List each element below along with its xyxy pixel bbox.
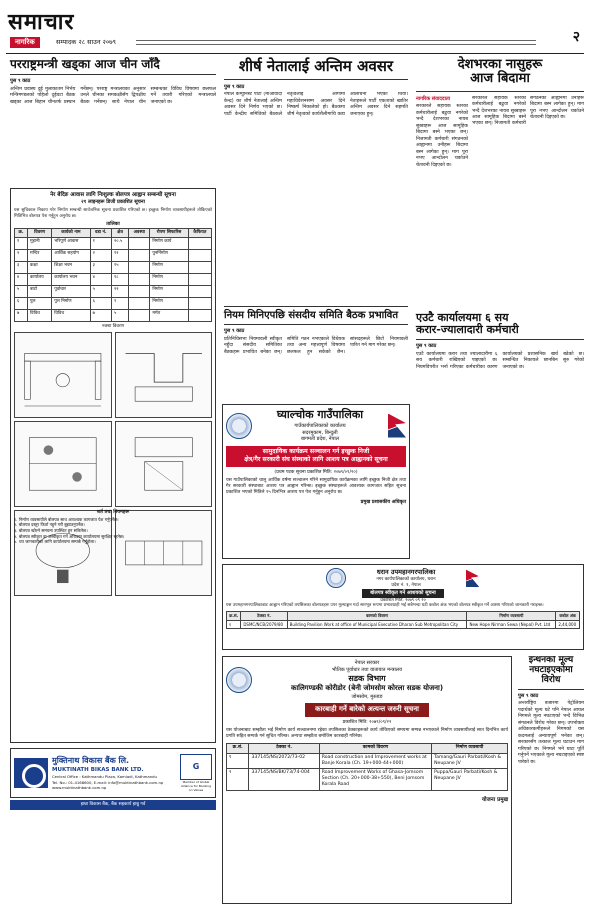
bid-notice: [10, 188, 216, 743]
th: क्षेत्र: [112, 229, 129, 238]
table-row: [227, 620, 580, 628]
cell: [188, 310, 211, 322]
cell: शिक्षा भवन: [52, 262, 90, 274]
story-body: नेपाल कम्युनिस्ट पार्टी (माओवादी केन्द्र) का शीर्ष नेतालाई अन्तिम अवसर दिने निर्णय भएको छ। पार्टी केन्द्रीय समितिको बैठकले नेतृत्वलाई आगामी महाधिवेशनसम्म अवसर दिने निष्कर्ष निकालेको हो। बैठकमा शीर्ष नेतृत्वको कार्यशैलीमाथि कडा आलोचना भएको थियो। नेताहरूले पार्टी एकताको खातिर अन्तिम अवसर दिने सहमति जनाएका हुन्।: [224, 92, 408, 117]
banner-line1: सामुदायिक कार्यक्रम सञ्चालन गर्न इच्छुक निजी: [262, 448, 370, 456]
story-foreign-minister: [10, 58, 216, 183]
cell: Puppa/Gauri Parbati/Kosh & Neupane JV: [432, 769, 508, 791]
cell: २: [15, 250, 28, 262]
th: ठेक्का नं.: [249, 744, 319, 753]
th: क्र.: [15, 229, 28, 238]
nepal-flag-icon: [466, 569, 480, 587]
th: ठेक्का नं.: [241, 612, 287, 620]
story-contract-staff: [416, 312, 584, 472]
footnote-title: शर्त तथा नियमहरू: [96, 510, 130, 516]
th: वडा नं.: [90, 229, 111, 238]
table-row: [227, 753, 508, 768]
notice-project: कालिगण्डकी कोरीडोर (बेनी जोमसोम कोरला सडक योजना): [290, 684, 444, 693]
headline-line2: नघटाइएकोमा: [529, 664, 573, 675]
notice-sub2: सदरमुकाम, बिन्दुली: [302, 429, 338, 436]
cell: १५: [112, 262, 129, 274]
cell: पुल: [28, 298, 52, 310]
headline: परराष्ट्रमन्त्री खड्का आज चीन जाँदै: [10, 58, 216, 75]
cell: बाटो: [28, 286, 52, 298]
dharan-table: [226, 611, 580, 629]
cell: २०.५: [112, 238, 129, 250]
cell: 337145/NS/BK/73/74-004: [249, 769, 319, 791]
cell: [129, 262, 150, 274]
headline: शीर्ष नेतालाई अन्तिम अवसर: [224, 58, 408, 80]
cell: १: [227, 620, 241, 628]
cell: [129, 238, 150, 250]
story-nasu-leave: [416, 58, 584, 308]
bank-office: Central Office : Kathmandu Plaza, Kamladi, Kathmandu: [52, 774, 157, 780]
footnote-item: १. निर्माण व्यवसायीले बोलपत्र साथ आवश्यक कागजात पेश गर्नुपर्नेछ।: [14, 516, 119, 522]
th: कार्यको नाम: [52, 229, 90, 238]
cell: १२: [112, 250, 129, 262]
gov-seal-icon: [226, 413, 252, 439]
site-diagram-1: [14, 332, 112, 418]
cell: कार्यालय भवन: [52, 274, 90, 286]
footnote-item: २. बोलपत्र दस्तुर फिर्ता नहुने गरी बुझाउनुपर्नेछ।: [14, 522, 85, 528]
story-body: अन्तिम प्रवास्य दुई मुलाकातम निर्भय मन्त्रिमण्डलको पहिलो दुईवटा बैठक खड्का आज बिहान चीनतर्फ प्रस्थान गर्नेछन्। परराष्ट्र मन्त्रालयका अनुसार उनले चीनका समकक्षीसँग द्विपक्षीय बैठक गर्नेछन्। साथै नेपाल चीन सम्बन्धका विविध विषयमा छलफल गर्ने तयारी गरिएको मन्त्रालयले जनाएको छ।: [10, 86, 216, 105]
story-dateline: पुस ९ काठ: [224, 328, 245, 334]
cell: पूर्वाधार: [52, 286, 90, 298]
bank-ad: [10, 748, 216, 798]
cell: Tamang/Gauri Parbati/Kosh & Neupane JV: [432, 753, 508, 768]
bank-name-en: MUKTINATH BIKAS BANK LTD.: [52, 767, 144, 773]
th: निर्माण व्यवसायी: [432, 744, 508, 753]
cell: कक्षा: [28, 262, 52, 274]
story-dateline: पुस ९ काठ: [10, 78, 31, 85]
cell: DSMC/NCB/2079/80: [241, 620, 287, 628]
bank-member: Member of Global Alliance for Banking on Values: [181, 779, 211, 793]
headline-line1: इन्धनको मूल्य: [528, 656, 574, 665]
notice-title: घ्याल्चोक गाउँपालिका: [276, 408, 364, 421]
ghyalchok-notice: [222, 404, 410, 559]
byline: नागरिक संवाददाता: [416, 95, 451, 102]
story-top-leaders: [224, 58, 408, 298]
notice-sub3: बागमती प्रदेश, नेपाल: [300, 436, 340, 443]
brand-logo: समाचार: [8, 9, 75, 35]
cell: विविध: [28, 310, 52, 322]
notice-body: यस योजनाबाट सम्झौता भई निर्माण कार्य सञ्चालनमा रहेका तपसिलका ठेक्काहरूको कार्य तोकिएको समयमा सम्पन्न नभएकाले निर्माण व्यवसायीलाई सात दिनभित्र कार्य प्रगति सहित सम्पर्क गर्न सूचित गरिन्छ। अन्यथा सम्झौता बमोजिम कारबाही गरिनेछ।: [226, 728, 508, 740]
cell: कार्यालय: [28, 274, 52, 286]
gov-seal-icon: [226, 667, 252, 693]
table-row: [15, 274, 212, 286]
cell: निर्माण: [150, 286, 188, 298]
cell: [188, 238, 211, 250]
cell: Road construction and Improvement works at Banje Korala (Ch. 19+000-44+000): [319, 753, 431, 768]
story-body: अन्तर्राष्ट्रिय बजारमा पेट्रोलियम पदार्थको मूल्य घटे पनि नेपाल आयल निगमले मूल्य नघटाएको भन्दै विभिन्न संगठनले विरोध गरेका छन्। उपभोक्ता अधिकारकर्मीहरूले निगमको यस कदमलाई अन्यायपूर्ण भनेका छन्। सरकारसँग तत्काल मूल्य घटाउन माग गरिएको छ। निगमले भने घाटा पूर्ति गर्नुपर्ने भएकाले मूल्य नघटाइएको स्पष्ट पारेको छ।: [518, 701, 584, 765]
bank-contact: Tel. No.: 01-4168600, E-mail: info@muktinathbank.com.np: [52, 779, 164, 785]
site-diagram-4: [115, 421, 213, 507]
notice-banner: कारबाही गर्ने बारेको अत्यन्त जरुरी सूचना: [305, 703, 429, 716]
th: क्र.सं.: [227, 612, 241, 620]
headline-line1: एउटै कार्यालयमा ६ सय: [416, 311, 509, 324]
th: क्र.सं.: [227, 744, 249, 753]
bank-web: www.muktinathbank.com.np: [52, 784, 107, 790]
notice-body: यस उपमहानगरपालिकाबाट आह्वान गरिएको तपसिलका बोलपत्रहरू उपर मूल्याङ्कन गर्दा सारभूत रूपमा प्रभावग्राही भई सबैभन्दा घटी कबोल अंक भएको बोलपत्र स्वीकृत गर्ने आशय गरिएको जानकारी गराइन्छ।: [226, 603, 544, 609]
gov-seal-icon: [326, 568, 346, 588]
story-parliament: [224, 306, 408, 401]
road-notice: [222, 656, 512, 904]
cell: २२: [112, 286, 129, 298]
notice-intro: यस सुचिकाल निकाय गरेर निर्माण सम्बन्धी सार्वजनिक सूचना प्रकाशित गरिएको छ। इच्छुक निर्माण व्यवसायीहरूले तोकिएको मितिभित्र बोलपत्र पेश गर्नुहुन अनुरोध छ।: [14, 208, 212, 219]
cell: १: [227, 753, 249, 768]
notice-title: धरान उपमहानगरपालिका: [376, 568, 436, 576]
story-dateline: पुस ९ काठ: [224, 83, 245, 90]
th: अवस्था: [129, 229, 150, 238]
masthead-rule: [136, 40, 536, 45]
notice-subtitle: २१ लाइनहरू डिजी प्रकाशित सूचना: [81, 199, 145, 206]
cell: १८: [112, 274, 129, 286]
cell: ७: [15, 310, 28, 322]
bank-logo-icon: [14, 758, 48, 788]
th: निर्माण व्यवसायी: [467, 612, 556, 620]
cell: ६: [90, 298, 111, 310]
cell: ४: [90, 274, 111, 286]
th: रोपण सिफारिस: [150, 229, 188, 238]
cell: ३: [90, 262, 111, 274]
headline-line2: करार-ज्यालादारी कर्मचारी: [416, 324, 584, 340]
figure-caption: नक्शा विवरण: [101, 324, 125, 330]
table-row: [15, 286, 212, 298]
cell: पुल निर्माण: [52, 298, 90, 310]
gabv-logo-icon: G: [180, 754, 212, 780]
cell: [129, 286, 150, 298]
cell: १: [90, 238, 111, 250]
cell: Building Pavilion Work at office of Municipal Executive Dharan Sub Metropolitan City: [287, 620, 467, 628]
footnote-item: ३. बोलपत्र खोल्ने समयमा उपस्थित हुन सकिनेछ।: [14, 528, 88, 534]
cell: [129, 298, 150, 310]
cell: २: [90, 250, 111, 262]
story-dateline: पुस ९ काठ: [518, 692, 539, 699]
notice-body: यस गाउँपालिकाको चालु आर्थिक वर्षमा सञ्चालन गरिने सामुदायिक कार्यक्रमका लागि इच्छुक निजी क्षेत्र तथा गैर सरकारी संस्थाबाट आशय पत्र आह्वान गरिन्छ। इच्छुक संस्थाहरूले आवश्यक कागजात सहित सूचना प्रकाशित भएको मितिले १५ दिनभित्र आशय पत्र पेश गर्नुहुन अनुरोध छ।: [226, 478, 406, 496]
table-row: [15, 238, 212, 250]
headline: नियम मिनिएपछि संसदीय समिति बैठक प्रभावित: [224, 306, 408, 325]
table-row: [15, 262, 212, 274]
cell: [188, 298, 211, 310]
notice-title: नेर बेदिङ आवास लागि निःशुल्क बोलपत्र आह्वान सम्बन्धी सूचना: [50, 192, 176, 198]
story-fuel-price: [518, 656, 584, 904]
nepal-flag-icon: [388, 414, 406, 438]
cell: 2,44,000: [556, 620, 580, 628]
banner-line2: क्षेत्र/गैर सरकारी संघ संस्थाको लागि आशय पत्र आह्वानको सूचना: [244, 456, 388, 464]
notice-date: प्रकाशित मिति: २०७९/०९/२२: [342, 719, 392, 725]
cell: निर्माण: [150, 262, 188, 274]
notice-date: (प्रथम पटक सूचना प्रकाशित मिति: २०७९/०९/२०): [274, 469, 358, 475]
cell: २: [227, 769, 249, 791]
dateline: सम्पादक २८ साउन २०७९: [56, 38, 117, 46]
cell: [188, 250, 211, 262]
notice-sub1: गाउँकार्यपालिकाको कार्यालय: [294, 422, 346, 429]
notice-sign: प्रमुख प्रशासकीय अधिकृत: [360, 499, 406, 505]
table-row: [15, 250, 212, 262]
cell: भरिपूर्ण आवास: [52, 238, 90, 250]
bank-tagline: हाम्रा विकास बैंक, बैंक सहकार्य हाम्रु गर्व: [10, 800, 216, 810]
cell: पुनर्निर्माण: [150, 250, 188, 262]
cell: ६: [15, 298, 28, 310]
notice-sign: योजना प्रमुख: [481, 796, 508, 803]
cell: [129, 250, 150, 262]
cell: मर्मत: [150, 310, 188, 322]
story-body: प्रतिनिधिसभा नियमावली स्वीकृत नहुँदा संसदीय समितिका बैठकहरू प्रभावित बनेका छन्। समिति गठन नभएकाले विधेयक तथा अन्य महत्त्वपूर्ण विषयमा छलफल हुन सकेको छैन। सांसदहरूले छिटो नियमावली पारित गर्न माग गरेका छन्।: [224, 336, 408, 355]
cell: विविध: [52, 310, 90, 322]
cell: [188, 274, 211, 286]
th: कामको विवरण: [287, 612, 467, 620]
section-badge: नागरिक: [10, 37, 40, 48]
table-row: [227, 769, 508, 791]
cell: [188, 286, 211, 298]
story-dateline: पुस ९ काठ: [416, 343, 437, 350]
notice-table-body: [15, 238, 212, 322]
notice-banner: बोलपत्र स्वीकृत गर्ने आशयको सूचना: [362, 589, 444, 598]
road-table: [226, 743, 508, 790]
headline-line3: विरोध: [518, 676, 584, 690]
th: कबोल अंक: [556, 612, 580, 620]
cell: [188, 262, 211, 274]
th: कामको विवरण: [319, 744, 431, 753]
cell: ९: [112, 298, 129, 310]
cell: Road Improvement Works of Ghasa-Jomsom Section (Ch. 20+000-38+550), Beni Jomsom Korala Road: [319, 769, 431, 791]
masthead: [6, 6, 584, 54]
cell: ५: [90, 286, 111, 298]
cell: [129, 274, 150, 286]
notice-ministry: भौतिक पूर्वाधार तथा यातायात मन्त्रालय: [331, 666, 403, 673]
cell: निर्माण: [150, 274, 188, 286]
cell: ७: [90, 310, 111, 322]
headline-line1: देशभरका नासुहरू: [457, 57, 543, 72]
table-row: [15, 310, 212, 322]
site-diagram-3: [14, 421, 112, 507]
cell: New Hope Nirman Sewa (Nepal) Pvt. Ltd: [467, 620, 556, 628]
cell: निर्माण: [150, 298, 188, 310]
cell: ५: [112, 310, 129, 322]
cell: निर्माण कार्य: [150, 238, 188, 250]
notice-sub2: प्रदेश नं. १, नेपाल: [391, 582, 421, 588]
th: कैफियत: [188, 229, 211, 238]
notice-banner: [226, 446, 406, 467]
table-row: [15, 298, 212, 310]
site-diagram-2: [115, 332, 213, 418]
cell: ३: [15, 262, 28, 274]
notice-dept: सडक विभाग: [348, 673, 386, 683]
th: विवरण: [28, 229, 52, 238]
footnote-item: ५. थप जानकारीका लागि कार्यालयमा सम्पर्क गर्नुहोला।: [14, 539, 96, 545]
story-body-col2: सरकारले सहायक स्तरका कर्मचारीलाई बढुवा नगरेको भन्दै देशभरका नायब सुब्बाहरू आज सामूहिक बिदामा बस्ने भएका छन्। निजामती कर्मचारी संगठनको आह्वानमा उनीहरू बिदामा बस्न लागेका हुन्। माग पूरा नभए आन्दोलन चर्काउने चेतावनी दिइएको छ।: [472, 95, 584, 127]
notice-table: [14, 228, 212, 322]
cell: मुहानी: [28, 238, 52, 250]
bank-name-np: मुक्तिनाथ विकास बैंक लि.: [52, 756, 130, 766]
site-diagram-6: [115, 510, 213, 596]
diagram-grid: [14, 332, 212, 507]
page-number: २: [572, 29, 580, 45]
cell: ५: [15, 286, 28, 298]
dharan-notice: [222, 564, 584, 650]
cell: आर्थिक सहयोग: [52, 250, 90, 262]
cell: मन्दिर: [28, 250, 52, 262]
cell: [129, 310, 150, 322]
notice-gov: नेपाल सरकार: [354, 660, 380, 666]
notice-sub: नगर कार्यपालिकाको कार्यालय, धरान: [376, 576, 436, 582]
headline-line2: आज बिदामा: [416, 72, 584, 91]
notice-date: प्रकाशित मिति: २०७९ ०९ २०: [380, 597, 426, 603]
notice-place: जोमसोम, मुस्ताङ: [351, 693, 383, 700]
cell: १: [15, 238, 28, 250]
footnote-item: ४. बोलपत्र स्वीकृत वा अस्वीकृत गर्ने अधिकार कार्यालयमा सुरक्षित रहनेछ।: [14, 533, 125, 539]
table-heading: तालिका: [106, 221, 120, 227]
cell: ४: [15, 274, 28, 286]
story-body-col1: सरकारले सहायक स्तरका कर्मचारीलाई बढुवा नगरेको भन्दै देशभरका नायब सुब्बाहरू आज सामूहिक बिदामा बस्ने भएका छन्। निजामती कर्मचारी संगठनको आह्वानमा उनीहरू बिदामा बस्न लागेका हुन्। माग पूरा नभए आन्दोलन चर्काउने चेतावनी दिइएको छ।: [416, 104, 468, 168]
cell: 337145/NS/2072/73-02: [249, 753, 319, 768]
story-body: एउटै कार्यालयमा करार तथा ज्यालादारीमा ६ सय कर्मचारी राखिएको पाइएको छ। नियमविपरीत भर्ना गरिएका कर्मचारीका कारण कार्यालयको प्रशासनिक खर्च बढेको छ। सम्बन्धित निकायले छानबिन सुरु गरेको जनाएको छ।: [416, 351, 584, 370]
